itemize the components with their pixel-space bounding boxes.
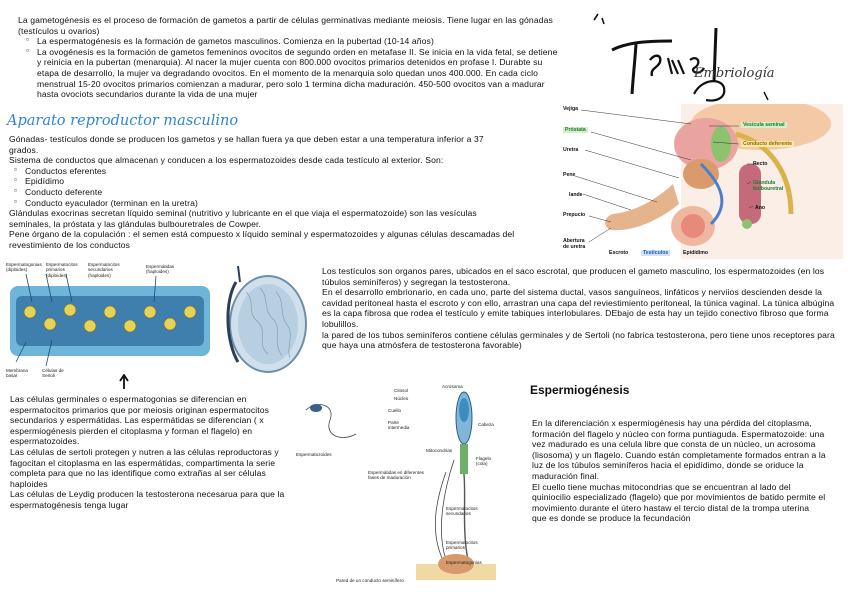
label-vejiga: Vejiga — [563, 106, 578, 112]
sperm-label-parte: Parte intermedia — [388, 420, 410, 431]
sperm-label-espermatozoides: Espermatozoides — [296, 452, 332, 457]
tema-logo — [588, 8, 788, 108]
label-epididimo: Epidídimo — [683, 250, 709, 256]
duct-item: ▫ Epidídimo — [9, 176, 521, 187]
cells-paragraph: Las células germinales o espermatogonias se diferencian en espermatocitos primarios que por meiosis originan espermatocitos secundarios y espermátidas. Las espermátidas se diferencian ( x espermiogénesis pierden el citoplasma y forman el flagelo) en espermatozoides. — [10, 394, 270, 447]
sperm-diagram — [296, 380, 502, 594]
up-arrow-icon — [119, 374, 129, 395]
label-glandula: Glándula bulbouretral — [753, 180, 784, 192]
cells-text — [10, 394, 292, 511]
heading-aparato: Aparato reproductor masculino — [7, 113, 239, 129]
tubule-illustration — [6, 262, 214, 382]
tubule-label-3: Espermatocitos secundarios (haploides) — [88, 262, 120, 278]
duct-item: ▫ Conductos eferentes — [9, 166, 521, 177]
glands-text: Glándulas exocrinas secretan líquido seminal (nutritivo y lubricante en el que viaja el espermatozoide) son las vesículas seminales, la próstata y las glándulas bulbouretrales de Cowper. — [9, 208, 477, 229]
intro-bullet: ▫ La ovogénesis es la formación de gametos femeninos ovocitos de segundo orden en metafase II. Se inicia en la vida fetal, se detiene y reinicia en la pubertan (menarquia). Al nacer la mujer cuenta con 800.000 ovocitos primarios detenidos en profase I. Durabte su etapa de desarrollo, la mujer va degradando ovocitos. En el momento de la menarquia solo quedan unos 400.000. En cada ciclo menstrual 15-20 ovocitos primarios comienzan a madurar, pero solo 1 termina dicha maduración. 450-500 ovocitos van a madurar hasta ovociots secundarios durante la vida de una mujer — [21, 47, 566, 100]
cells-paragraph: Las células de sertoli protegen y nutren a las células reproductoras y fagocitan el citoplasma en las espermátidas, compartimenta la serie completa para que no las identifique como extrañas al ser células haploides — [10, 446, 279, 489]
label-uretra: Uretra — [563, 147, 579, 153]
label-vesicula: Vesícula seminal — [743, 122, 785, 128]
tubule-label-2: Espermatocitos primarios (diploides) — [46, 262, 78, 278]
label-deferente: Conducto deferente — [743, 141, 792, 147]
label-ano: Ano — [755, 205, 766, 211]
sperm-label-nucleo: Núcleo — [394, 396, 409, 401]
subtitle-embriologia: Embriología — [694, 66, 775, 81]
tubule-label-6: Células de Sertoli — [42, 368, 64, 379]
duct-item: ▫ Conducto eyaculador (terminan en la uretra) — [9, 198, 521, 209]
tubule-diagram — [6, 262, 214, 382]
intro-bullet: ▫ La espermatogénesis es la formación de gametos masculinos. Comienza en la pubertad (10-14 años) — [21, 36, 566, 47]
sperm-label-diferentes: Espermátidas en diferentes fases de maduración — [368, 470, 424, 481]
heading-espermiogenesis: Espermiogénesis — [530, 383, 630, 397]
tubule-label-4: Espermátidas (haploides) — [146, 264, 175, 275]
intro-block — [18, 15, 566, 100]
cells-paragraph: Las células de Leydig producen la testosterona necesarua para que la espermatogénesis tenga lugar — [10, 489, 285, 510]
label-escroto: Escroto — [609, 250, 629, 256]
anatomy-illustration — [561, 104, 843, 259]
label-pene: Pene — [563, 172, 576, 178]
label-prepucio: Prepucio — [563, 212, 586, 218]
male-anatomy-diagram — [561, 104, 843, 259]
male-section-text — [9, 134, 521, 251]
label-abertura: Abertura de uretra — [563, 238, 586, 250]
male-line: Gónadas- testículos donde se producen los gametos y se hallan fuera ya que deben estar a una temperatura inferior a 37 grados. — [9, 134, 484, 155]
sperm-label-mitocondrias: Mitocondrias — [426, 448, 453, 453]
sperm-label-cuello: Cuello — [388, 408, 402, 413]
testis-paragraph-1: Los testículos son organos pares, ubicados en el saco escrotal, que producen el gameto masculino, los espermatozoides (en los túbulos seminíferos) y segregan la testosterona. — [322, 266, 825, 287]
sperm-label-sec: Espermatocitos secundarios — [446, 506, 478, 517]
sperm-label-citosol: Citosol — [394, 388, 409, 393]
tubule-label-5: Membrana basal — [6, 368, 28, 379]
sperm-label-pared: Pared de un conducto seminífero — [336, 578, 404, 583]
intro-paragraph: La gametogénesis es el proceso de formación de gametos a partir de células germinativas mediante meiosis. Tiene lugar en las gónadas (testículos u ovarios) — [18, 15, 553, 36]
sperm-label-prim: Espermatocitos primarios — [446, 540, 478, 551]
label-prostata: Próstata — [565, 127, 586, 133]
espermio-paragraph-1: En la diferenciación x espermiogénesis hay una pérdida del citoplasma, formación del flagelo y núcleo con forma puntiaguda. Espermatozoide: una vez madurado es una celula libre que consta de un núcleo, un acrosoma (lisosoma) y un flagelo. Cuando están completamente formados entran a la luz de los túbulos seminíferos hacia el epidídimo, donde se oriduce la maduración final. — [532, 418, 826, 481]
testis-illustration — [216, 262, 316, 380]
tema-logo-drawing — [588, 8, 788, 108]
sperm-label-cabeza: Cabeza — [478, 422, 494, 427]
tubule-label-1: Espermatogonias (diploides) — [6, 262, 42, 273]
label-recto: Recto — [753, 161, 768, 167]
espermio-text — [532, 418, 826, 524]
penis-text: Pene órgano de la copulación : el semen está compuesto x líquido seminal y espermatozoides y algunas células descamadas del revestimiento de los conductos — [9, 229, 515, 250]
label-glande: lande — [569, 192, 583, 198]
espermio-paragraph-2: El cuello tiene muchas mitocondrias que se encuentran al lado del quiniocilio especializado (flagelo) que por movimientos de batido permite el movimiento durante el útero hastaw el tercio distal de la trompa uterina que es donde se produce la fecundación — [532, 481, 826, 524]
label-testiculos: Testículos — [643, 250, 669, 256]
sperm-label-flagelo: Flagelo (cola) — [476, 456, 492, 467]
testis-paragraph-3: la pared de los tubos seminíferos contiene células germinales y de Sertoli (no fabrica testosterona, pero tiene unos receptores para que haya una atmósfera de testosterona favorable) — [322, 329, 835, 351]
male-line: Sistema de conductos que almacenan y conducen a los espermatozoides desde cada testículo al exterior. Son: — [9, 155, 444, 166]
sperm-label-gon: Espermatogonias — [446, 560, 482, 565]
testis-text — [322, 266, 842, 351]
testis-cross-section — [216, 262, 316, 380]
sperm-label-acrosoma: Acrosoma — [442, 384, 463, 389]
up-arrow-svg — [119, 374, 129, 390]
testis-paragraph-2: En el desarrollo embrionario, en cada uno, parte del sistema ductal, vasos sanguíneos, linfáticos y nerviios descienden desde la cavidad peritoneal hasta el escroto y con ello, arrastran una capa del reviestimiento peritoneal, la túnica vaginal. La túnica albúgina es la capa fibrosa que rodea el testículo y emite tabiques interlobulares. DEbajo de esta hay un tejido conectivo fibroso que forma lobulillos. — [322, 287, 835, 329]
duct-item: ▫ Conducto deferente — [9, 187, 521, 198]
